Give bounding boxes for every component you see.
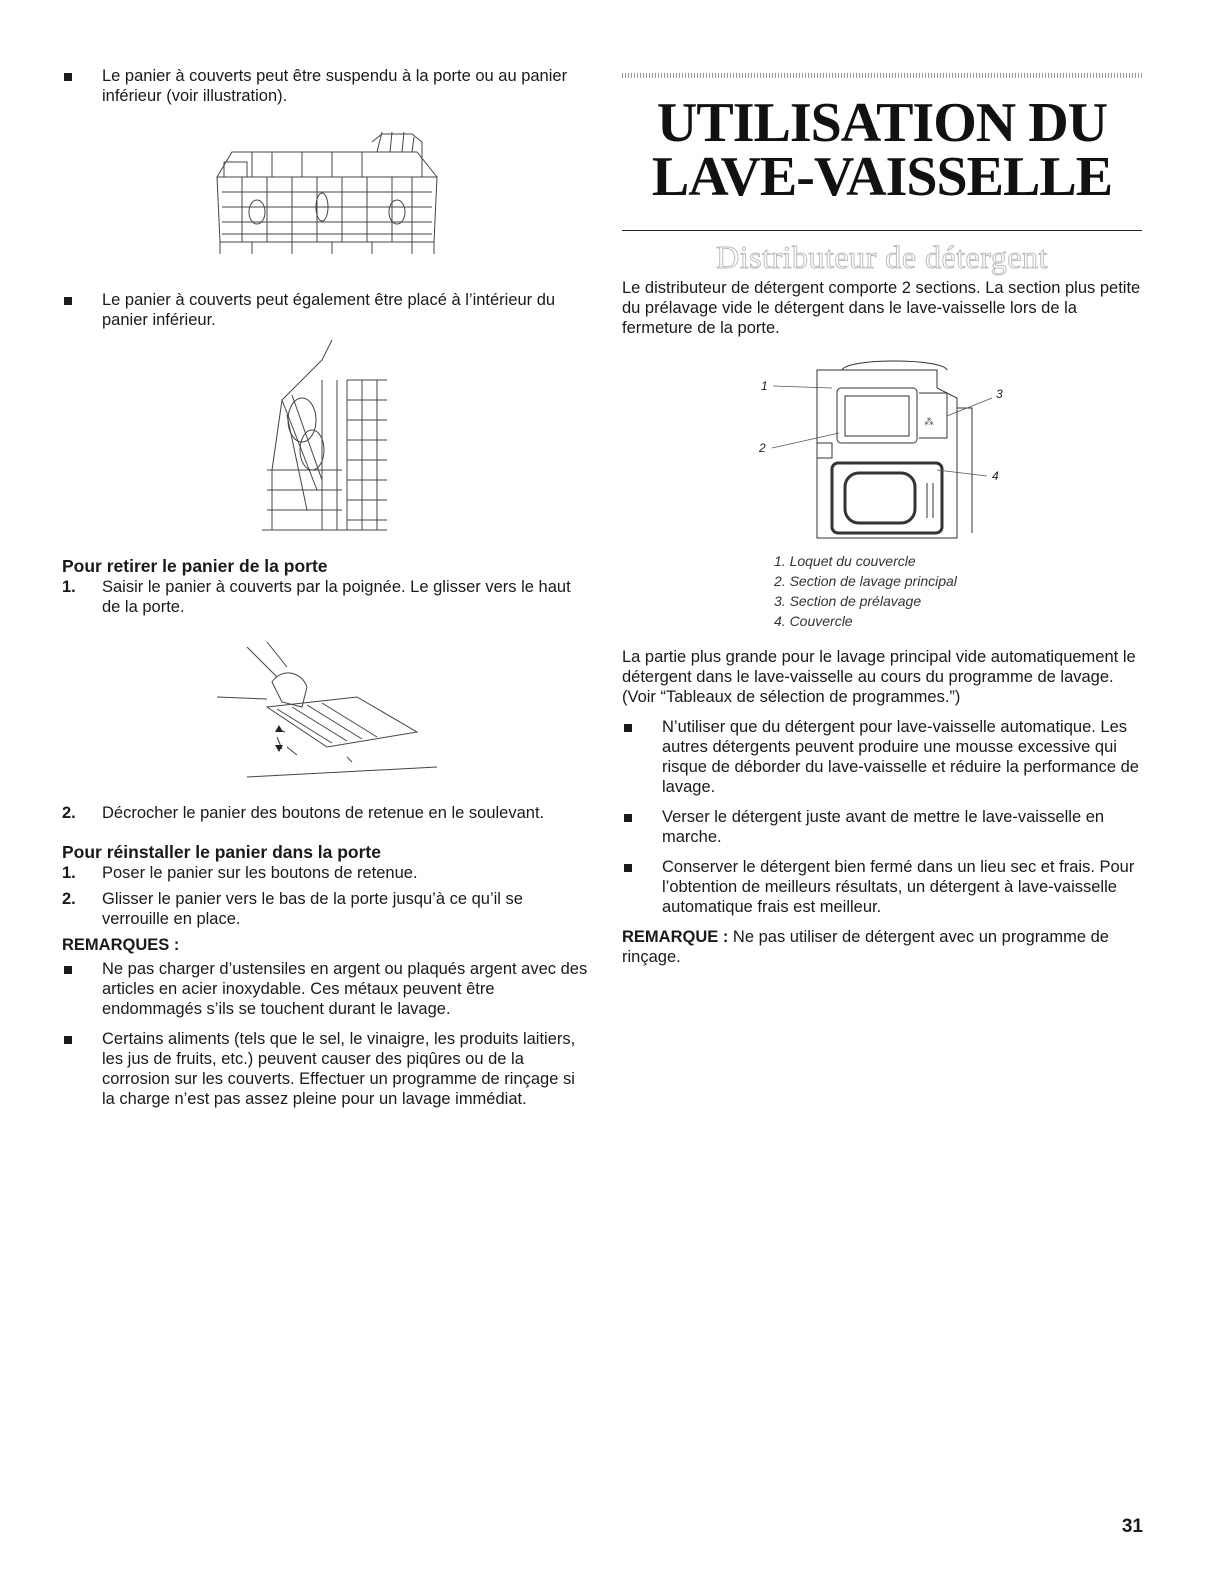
main-wash-paragraph: La partie plus grande pour le lavage principal vide automatiquement le détergent dans le lave-vaisselle au cours du programme de lavage. (Voir “Tableaux de sélection de programmes.”) [622,648,1136,706]
callout-3: 3 [996,387,1003,401]
right-column [622,0,1142,967]
basket-in-lower-rack-illustration [262,340,392,535]
remove-step-2 [62,803,592,823]
title-line-2: LAVE-VAISSELLE [651,146,1113,208]
svg-text:⁂: ⁂ [924,417,934,428]
hatch-rule [622,73,1142,78]
callout-2: 2 [759,441,766,455]
note-text: Ne pas utiliser de détergent avec un programme de rinçage. [622,928,1109,966]
basket-on-door-illustration [212,132,442,262]
callout-1: 1 [761,379,768,393]
legend-item: 1. Loquet du couvercle [774,553,916,569]
remove-step-1 [62,577,592,617]
remove-basket-illustration [207,637,447,787]
step-number: 2. [62,804,76,822]
step-text: Saisir le panier à couverts par la poignée. Le glisser vers le haut de la porte. [102,578,571,616]
legend-item: 2. Section de lavage principal [774,573,957,589]
reinstall-step-2 [62,889,592,929]
detergent-bullet: N’utiliser que du détergent pour lave-vaisselle automatique. Les autres détergents peuvent produire une mousse excessive qui risque de déborder du lave-vaisselle et réduire la performance de lavage. [622,717,1142,797]
step-number: 1. [62,578,76,596]
bullet-basket-door: Le panier à couverts peut être suspendu à la porte ou au panier inférieur (voir illustration). [62,66,592,106]
callout-4: 4 [992,469,999,483]
page-number: 31 [1121,1516,1143,1537]
remarque-item: Ne pas charger d’ustensiles en argent ou plaqués argent avec des articles en acier inoxydable. Ces métaux peuvent être endommagés s’ils se touchent durant le lavage. [62,959,592,1019]
heading-remove-basket: Pour retirer le panier de la porte [62,556,328,576]
bullet-basket-lower-rack: Le panier à couverts peut également être placé à l’intérieur du panier inférieur. [62,290,592,330]
detergent-bullet: Conserver le détergent bien fermé dans un lieu sec et frais. Pour l’obtention de meilleurs résultats, un détergent à lave-vaisselle automatique frais est meilleur. [622,857,1142,917]
page-title [622,92,1142,208]
note-label: REMARQUE : [622,928,729,946]
reinstall-step-1 [62,863,592,883]
heading-reinstall-basket: Pour réinstaller le panier dans la porte [62,842,381,862]
title-rule [622,230,1142,231]
title-line-1: UTILISATION DU [656,92,1108,154]
note-paragraph [622,927,1142,967]
diagram-legend [622,551,1142,631]
step-number: 2. [62,890,76,908]
remarque-item: Certains aliments (tels que le sel, le vinaigre, les produits laitiers, les jus de fruits, etc.) peuvent causer des piqûres ou de la corrosion sur les couverts. Effectuer un programme de rinçage si la charge n’est pas assez pleine pour un lavage immédiat. [62,1029,592,1109]
step-text: Poser le panier sur les boutons de retenue. [102,864,418,882]
remarques-label: REMARQUES : [62,936,180,954]
legend-item: 3. Section de prélavage [774,593,922,609]
section-title: Distributeur de détergent [716,239,1048,275]
step-text: Glisser le panier vers le bas de la porte jusqu’à ce qu’il se verrouille en place. [102,890,523,928]
detergent-bullet: Verser le détergent juste avant de mettre le lave-vaisselle en marche. [622,807,1142,847]
left-column [62,0,592,1119]
intro-paragraph: Le distributeur de détergent comporte 2 sections. La section plus petite du prélavage vide le détergent dans le lave-vaisselle lors de la fermeture de la porte. [622,279,1141,337]
step-number: 1. [62,864,76,882]
detergent-dispenser-diagram [747,358,1017,543]
step-text: Décrocher le panier des boutons de retenue en le soulevant. [102,804,545,822]
legend-item: 4. Couvercle [774,613,853,629]
